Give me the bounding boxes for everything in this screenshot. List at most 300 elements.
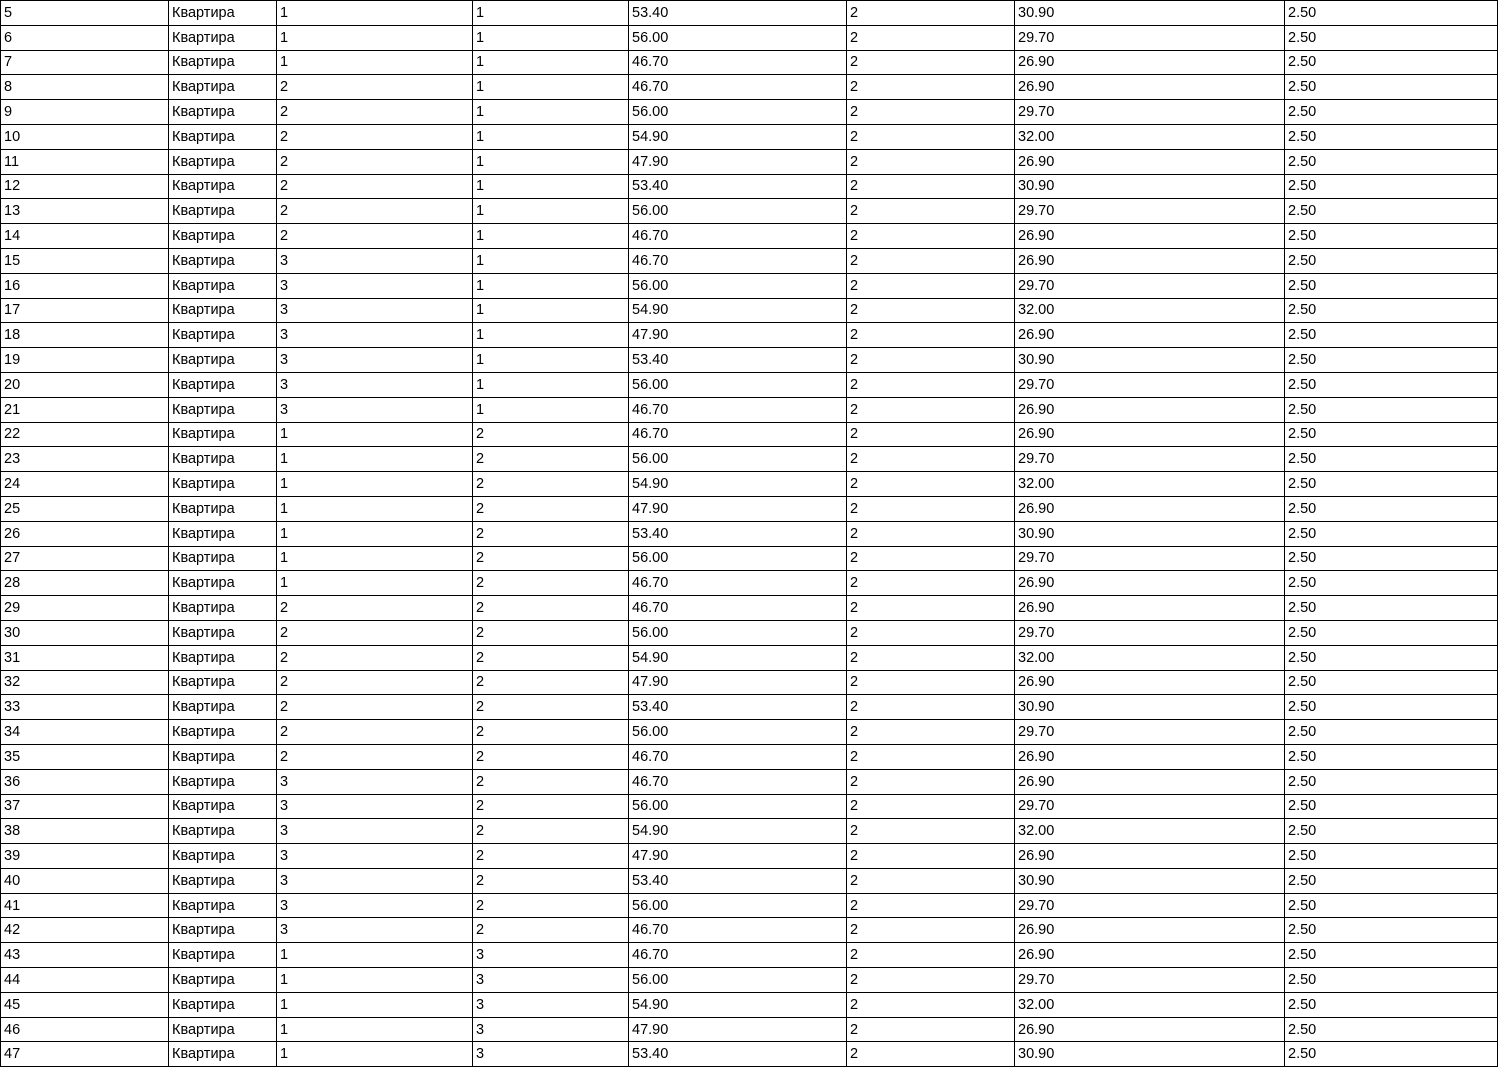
table-cell: 3 — [277, 819, 473, 844]
table-cell: 2 — [847, 100, 1015, 125]
table-cell: 2 — [277, 645, 473, 670]
table-cell: 1 — [277, 1017, 473, 1042]
table-cell: 53.40 — [629, 521, 847, 546]
table-cell: 26.90 — [1015, 744, 1285, 769]
table-cell: 2.50 — [1285, 744, 1498, 769]
table-cell: 2 — [473, 695, 629, 720]
table-cell: 3 — [277, 918, 473, 943]
table-cell: 2 — [277, 100, 473, 125]
table-cell: 47.90 — [629, 149, 847, 174]
table-cell: 42 — [1, 918, 169, 943]
table-row — [1, 943, 1498, 968]
table-cell: 3 — [277, 794, 473, 819]
table-row — [1, 670, 1498, 695]
table-cell: 2 — [847, 149, 1015, 174]
table-cell: 1 — [277, 50, 473, 75]
table-cell: 8 — [1, 75, 169, 100]
table-cell: 18 — [1, 323, 169, 348]
table-cell: 2.50 — [1285, 323, 1498, 348]
table-cell: 46 — [1, 1017, 169, 1042]
table-row — [1, 794, 1498, 819]
table-cell: 17 — [1, 298, 169, 323]
table-cell: 2 — [847, 992, 1015, 1017]
table-row — [1, 844, 1498, 869]
table-cell: 2 — [847, 224, 1015, 249]
table-cell: 2 — [473, 596, 629, 621]
table-row — [1, 397, 1498, 422]
table-cell: 2.50 — [1285, 1042, 1498, 1067]
table-cell: 2 — [847, 620, 1015, 645]
table-cell: 29.70 — [1015, 893, 1285, 918]
table-cell: 53.40 — [629, 174, 847, 199]
table-cell: Квартира — [169, 75, 277, 100]
table-row — [1, 992, 1498, 1017]
table-cell: Квартира — [169, 918, 277, 943]
table-row — [1, 596, 1498, 621]
table-cell: 2 — [847, 695, 1015, 720]
table-cell: 26.90 — [1015, 918, 1285, 943]
table-cell: 46.70 — [629, 943, 847, 968]
table-cell: 22 — [1, 422, 169, 447]
table-cell: 3 — [473, 992, 629, 1017]
table-cell: 2 — [847, 670, 1015, 695]
table-cell: 32.00 — [1015, 819, 1285, 844]
table-cell: 2 — [847, 447, 1015, 472]
table-cell: 40 — [1, 868, 169, 893]
table-cell: 1 — [277, 521, 473, 546]
table-cell: 36 — [1, 769, 169, 794]
table-cell: 1 — [277, 992, 473, 1017]
table-cell: 2 — [847, 1042, 1015, 1067]
table-cell: 2 — [473, 819, 629, 844]
table-cell: 2 — [473, 918, 629, 943]
table-cell: 46.70 — [629, 397, 847, 422]
table-cell: 1 — [473, 248, 629, 273]
table-cell: 56.00 — [629, 546, 847, 571]
table-cell: 28 — [1, 571, 169, 596]
table-cell: 1 — [473, 372, 629, 397]
table-cell: 2 — [847, 273, 1015, 298]
table-cell: 3 — [473, 1042, 629, 1067]
table-cell: 47 — [1, 1042, 169, 1067]
table-cell: 29.70 — [1015, 794, 1285, 819]
table-cell: Квартира — [169, 422, 277, 447]
table-cell: 26.90 — [1015, 1017, 1285, 1042]
table-cell: 2 — [473, 769, 629, 794]
table-cell: 56.00 — [629, 893, 847, 918]
table-cell: 26.90 — [1015, 769, 1285, 794]
table-cell: Квартира — [169, 819, 277, 844]
table-cell: Квартира — [169, 50, 277, 75]
table-cell: 2 — [473, 893, 629, 918]
table-cell: 2 — [277, 75, 473, 100]
table-cell: 2 — [473, 447, 629, 472]
table-cell: 2 — [473, 546, 629, 571]
table-cell: 3 — [473, 1017, 629, 1042]
table-cell: 2 — [847, 472, 1015, 497]
table-cell: 46.70 — [629, 50, 847, 75]
table-row — [1, 348, 1498, 373]
table-cell: 24 — [1, 472, 169, 497]
table-cell: 43 — [1, 943, 169, 968]
table-cell: 47.90 — [629, 323, 847, 348]
table-cell: 46.70 — [629, 248, 847, 273]
table-cell: 1 — [473, 298, 629, 323]
table-cell: 2.50 — [1285, 918, 1498, 943]
table-cell: Квартира — [169, 521, 277, 546]
table-cell: 41 — [1, 893, 169, 918]
table-cell: 2 — [847, 372, 1015, 397]
table-cell: 3 — [277, 248, 473, 273]
table-cell: 53.40 — [629, 1042, 847, 1067]
table-cell: 3 — [277, 372, 473, 397]
table-cell: 30.90 — [1015, 521, 1285, 546]
table-cell: 26.90 — [1015, 50, 1285, 75]
table-cell: 10 — [1, 124, 169, 149]
table-cell: Квартира — [169, 596, 277, 621]
table-cell: 2 — [473, 868, 629, 893]
table-cell: 1 — [277, 422, 473, 447]
table-row — [1, 199, 1498, 224]
table-row — [1, 472, 1498, 497]
table-cell: 26.90 — [1015, 596, 1285, 621]
table-cell: 56.00 — [629, 968, 847, 993]
table-cell: 53.40 — [629, 1, 847, 26]
table-cell: Квартира — [169, 620, 277, 645]
table-cell: 3 — [277, 298, 473, 323]
table-cell: 9 — [1, 100, 169, 125]
table-cell: 2 — [473, 844, 629, 869]
table-cell: 2 — [847, 571, 1015, 596]
table-cell: 2 — [277, 174, 473, 199]
table-cell: Квартира — [169, 397, 277, 422]
table-cell: 26.90 — [1015, 224, 1285, 249]
table-cell: 54.90 — [629, 992, 847, 1017]
table-cell: Квартира — [169, 893, 277, 918]
table-cell: 2.50 — [1285, 447, 1498, 472]
table-cell: Квартира — [169, 199, 277, 224]
table-row — [1, 422, 1498, 447]
table-cell: 2 — [847, 794, 1015, 819]
table-cell: 26.90 — [1015, 571, 1285, 596]
table-row — [1, 893, 1498, 918]
table-row — [1, 868, 1498, 893]
table-cell: 54.90 — [629, 645, 847, 670]
table-cell: 32.00 — [1015, 645, 1285, 670]
table-cell: 2.50 — [1285, 372, 1498, 397]
table-row — [1, 695, 1498, 720]
table-cell: 2 — [847, 348, 1015, 373]
table-cell: 2 — [473, 720, 629, 745]
table-cell: 46.70 — [629, 75, 847, 100]
table-cell: 1 — [277, 25, 473, 50]
table-row — [1, 1, 1498, 26]
table-cell: 29.70 — [1015, 447, 1285, 472]
table-cell: 2 — [473, 472, 629, 497]
table-cell: 30.90 — [1015, 868, 1285, 893]
table-cell: 1 — [473, 25, 629, 50]
table-cell: 38 — [1, 819, 169, 844]
table-cell: Квартира — [169, 720, 277, 745]
table-cell: 46.70 — [629, 744, 847, 769]
table-cell: 3 — [473, 943, 629, 968]
table-cell: 56.00 — [629, 794, 847, 819]
table-cell: Квартира — [169, 149, 277, 174]
table-cell: 3 — [277, 273, 473, 298]
table-cell: 26.90 — [1015, 670, 1285, 695]
table-cell: 1 — [473, 273, 629, 298]
table-cell: 26.90 — [1015, 943, 1285, 968]
table-cell: 2 — [847, 124, 1015, 149]
table-cell: 1 — [277, 1, 473, 26]
table-cell: 46.70 — [629, 224, 847, 249]
table-cell: 6 — [1, 25, 169, 50]
table-cell: 2.50 — [1285, 1, 1498, 26]
table-row — [1, 224, 1498, 249]
table-row — [1, 1017, 1498, 1042]
table-cell: 2.50 — [1285, 472, 1498, 497]
table-cell: 2 — [473, 521, 629, 546]
table-cell: 1 — [473, 75, 629, 100]
table-cell: 13 — [1, 199, 169, 224]
table-cell: 3 — [277, 348, 473, 373]
table-cell: 26 — [1, 521, 169, 546]
table-cell: 53.40 — [629, 348, 847, 373]
table-row — [1, 571, 1498, 596]
table-cell: 34 — [1, 720, 169, 745]
table-row — [1, 496, 1498, 521]
table-row — [1, 149, 1498, 174]
table-cell: 56.00 — [629, 372, 847, 397]
table-cell: 1 — [473, 174, 629, 199]
table-cell: 2 — [847, 893, 1015, 918]
table-cell: 56.00 — [629, 100, 847, 125]
table-cell: 2 — [473, 670, 629, 695]
table-cell: 53.40 — [629, 695, 847, 720]
table-cell: 56.00 — [629, 273, 847, 298]
table-cell: Квартира — [169, 372, 277, 397]
table-cell: 2 — [847, 496, 1015, 521]
table-cell: 29.70 — [1015, 546, 1285, 571]
table-body — [1, 1, 1498, 1067]
table-cell: 2 — [473, 744, 629, 769]
table-cell: 29.70 — [1015, 372, 1285, 397]
table-row — [1, 521, 1498, 546]
table-cell: 54.90 — [629, 124, 847, 149]
table-cell: 2.50 — [1285, 100, 1498, 125]
table-cell: 26.90 — [1015, 496, 1285, 521]
table-cell: 19 — [1, 348, 169, 373]
table-cell: 2.50 — [1285, 224, 1498, 249]
table-cell: 2.50 — [1285, 620, 1498, 645]
table-cell: 2 — [847, 968, 1015, 993]
table-cell: 2 — [847, 868, 1015, 893]
table-cell: 30 — [1, 620, 169, 645]
table-row — [1, 75, 1498, 100]
table-cell: 1 — [277, 571, 473, 596]
table-cell: 29.70 — [1015, 968, 1285, 993]
table-cell: 1 — [277, 546, 473, 571]
table-cell: 47.90 — [629, 844, 847, 869]
table-cell: 29.70 — [1015, 25, 1285, 50]
table-cell: 2 — [277, 670, 473, 695]
table-cell: 2.50 — [1285, 397, 1498, 422]
table-cell: 31 — [1, 645, 169, 670]
table-cell: Квартира — [169, 744, 277, 769]
table-cell: 2 — [473, 422, 629, 447]
table-cell: 37 — [1, 794, 169, 819]
table-cell: 29 — [1, 596, 169, 621]
table-cell: 20 — [1, 372, 169, 397]
table-cell: 2 — [473, 620, 629, 645]
table-row — [1, 174, 1498, 199]
table-cell: 2.50 — [1285, 174, 1498, 199]
table-row — [1, 645, 1498, 670]
table-cell: 2.50 — [1285, 968, 1498, 993]
table-cell: 32.00 — [1015, 298, 1285, 323]
table-cell: 1 — [277, 943, 473, 968]
table-cell: 21 — [1, 397, 169, 422]
table-cell: 2.50 — [1285, 769, 1498, 794]
table-cell: 2 — [847, 720, 1015, 745]
table-cell: Квартира — [169, 1017, 277, 1042]
table-row — [1, 248, 1498, 273]
table-row — [1, 546, 1498, 571]
table-cell: 1 — [277, 968, 473, 993]
table-cell: 2 — [277, 199, 473, 224]
table-cell: 2 — [277, 149, 473, 174]
table-cell: 2.50 — [1285, 298, 1498, 323]
table-row — [1, 968, 1498, 993]
table-cell: 2 — [847, 943, 1015, 968]
table-cell: 1 — [277, 472, 473, 497]
table-cell: 2 — [277, 695, 473, 720]
table-row — [1, 50, 1498, 75]
table-cell: 2.50 — [1285, 149, 1498, 174]
table-cell: 45 — [1, 992, 169, 1017]
table-cell: 2.50 — [1285, 1017, 1498, 1042]
table-cell: 32.00 — [1015, 472, 1285, 497]
table-cell: 32.00 — [1015, 124, 1285, 149]
table-cell: 2 — [847, 521, 1015, 546]
table-cell: 3 — [277, 844, 473, 869]
table-row — [1, 100, 1498, 125]
table-cell: 54.90 — [629, 819, 847, 844]
table-cell: 47.90 — [629, 496, 847, 521]
table-cell: 1 — [473, 323, 629, 348]
table-cell: Квартира — [169, 943, 277, 968]
table-cell: Квартира — [169, 571, 277, 596]
table-cell: 2 — [847, 596, 1015, 621]
table-cell: Квартира — [169, 174, 277, 199]
table-cell: 2.50 — [1285, 695, 1498, 720]
table-cell: 15 — [1, 248, 169, 273]
table-cell: 26.90 — [1015, 75, 1285, 100]
table-cell: Квартира — [169, 968, 277, 993]
table-row — [1, 447, 1498, 472]
table-cell: 2.50 — [1285, 670, 1498, 695]
table-cell: 2.50 — [1285, 199, 1498, 224]
table-cell: Квартира — [169, 100, 277, 125]
table-cell: 2 — [847, 25, 1015, 50]
table-cell: 2 — [847, 918, 1015, 943]
table-cell: 2 — [847, 546, 1015, 571]
table-cell: 2.50 — [1285, 25, 1498, 50]
table-cell: 2 — [847, 248, 1015, 273]
table-cell: 2 — [473, 571, 629, 596]
table-cell: 2.50 — [1285, 893, 1498, 918]
table-cell: 2.50 — [1285, 596, 1498, 621]
table-cell: 1 — [473, 397, 629, 422]
table-cell: 35 — [1, 744, 169, 769]
table-cell: 2 — [277, 620, 473, 645]
table-cell: 54.90 — [629, 298, 847, 323]
table-cell: 30.90 — [1015, 348, 1285, 373]
table-cell: 30.90 — [1015, 695, 1285, 720]
table-cell: 2.50 — [1285, 943, 1498, 968]
table-cell: 46.70 — [629, 422, 847, 447]
table-cell: 2 — [277, 224, 473, 249]
table-cell: 2.50 — [1285, 546, 1498, 571]
table-row — [1, 744, 1498, 769]
table-cell: 30.90 — [1015, 1042, 1285, 1067]
table-cell: Квартира — [169, 546, 277, 571]
table-cell: 14 — [1, 224, 169, 249]
table-cell: 2.50 — [1285, 75, 1498, 100]
table-cell: 2 — [847, 744, 1015, 769]
table-cell: 11 — [1, 149, 169, 174]
table-cell: 46.70 — [629, 769, 847, 794]
table-cell: 1 — [473, 1, 629, 26]
table-cell: 2.50 — [1285, 422, 1498, 447]
table-cell: Квартира — [169, 1042, 277, 1067]
table-cell: Квартира — [169, 695, 277, 720]
table-cell: 12 — [1, 174, 169, 199]
table-cell: 2 — [277, 720, 473, 745]
table-cell: 2 — [277, 124, 473, 149]
table-cell: Квартира — [169, 298, 277, 323]
table-row — [1, 1042, 1498, 1067]
table-cell: 2.50 — [1285, 844, 1498, 869]
table-cell: 2 — [847, 50, 1015, 75]
table-cell: 29.70 — [1015, 199, 1285, 224]
table-cell: 2.50 — [1285, 124, 1498, 149]
table-cell: 2.50 — [1285, 571, 1498, 596]
table-row — [1, 918, 1498, 943]
table-cell: 2 — [847, 422, 1015, 447]
table-cell: Квартира — [169, 25, 277, 50]
table-cell: 33 — [1, 695, 169, 720]
table-cell: 3 — [277, 893, 473, 918]
table-cell: 29.70 — [1015, 620, 1285, 645]
table-cell: 25 — [1, 496, 169, 521]
table-row — [1, 769, 1498, 794]
table-cell: Квартира — [169, 645, 277, 670]
table-cell: Квартира — [169, 868, 277, 893]
table-cell: 46.70 — [629, 596, 847, 621]
table-cell: 56.00 — [629, 447, 847, 472]
table-cell: 29.70 — [1015, 100, 1285, 125]
table-cell: 3 — [473, 968, 629, 993]
table-row — [1, 620, 1498, 645]
table-cell: 29.70 — [1015, 273, 1285, 298]
table-cell: 2.50 — [1285, 273, 1498, 298]
table-cell: 2 — [847, 199, 1015, 224]
table-cell: 26.90 — [1015, 323, 1285, 348]
table-cell: 26.90 — [1015, 248, 1285, 273]
table-cell: 2.50 — [1285, 794, 1498, 819]
table-cell: 2 — [847, 298, 1015, 323]
